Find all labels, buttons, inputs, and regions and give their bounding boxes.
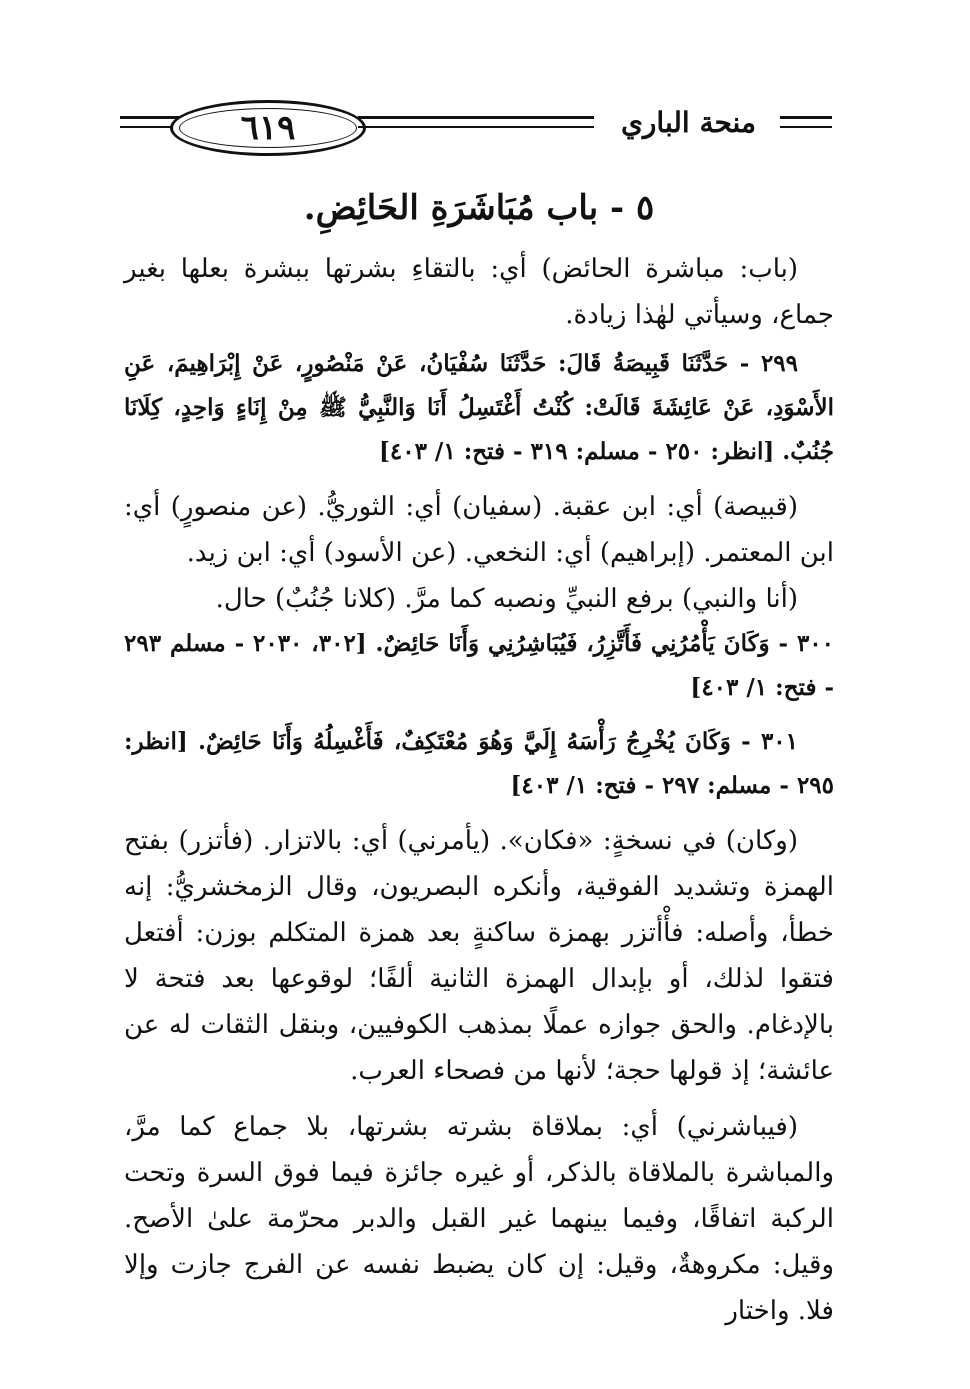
chapter-title: ٥ - باب مُبَاشَرَةِ الحَائِضِ. (303, 188, 655, 228)
book-title: منحة الباري (620, 106, 756, 139)
commentary-paragraph: (وكان) في نسخةٍ: «فكان». (يأمرني) أي: بالاتزار. (فأتزر) بفتح الهمزة وتشديد الفوقية، وأنكره البصريون، وقال الزمخشريُّ: إنه خطأ، وأصله: فأْأتزر بهمزة ساكنةٍ بعد همزة المتكلم بوزن: أفتعل فتقوا لذلك، أو بإبدال الهمزة الثانية ألفًا؛ لوقوعها بعد فتحة لا بالإدغام. والحق جوازه عملًا بمذهب الكوفيين، وبنقل الثقات له عن عائشة؛ إذ قولها حجة؛ لأنها من فصحاء العرب. (124, 826, 834, 1086)
page-number-frame (170, 100, 366, 156)
commentary-paragraph: (فيباشرني) أي: بملاقاة بشرته بشرتها، بلا جماع كما مرَّ، والمباشرة بالملاقاة بالذكر، أو غيره جائزة فيما فوق السرة وتحت الركبة اتفاقًا، وفيما بينهما غير القبل والدبر محرّمة علىٰ الأصح. وقيل: مكروهةٌ، وقيل: إن كان يضبط نفسه عن الفرج جازت وإلا فلا. واختار (124, 1112, 834, 1326)
commentary-paragraph: (باب: مباشرة الحائض) أي: بالتقاءِ بشرتها ببشرة بعلها بغير جماع، وسيأتي لهٰذا زيادة. (124, 254, 834, 330)
header-rule-middle-lower (358, 126, 594, 128)
header-rule-right (780, 116, 832, 119)
hadith-299: ٢٩٩ - حَدَّثَنَا قَبِيصَةُ قَالَ: حَدَّثَنَا سُفْيَانُ، عَنْ مَنْصُورٍ، عَنْ إِبْرَاهِيمَ، عَنِ الأَسْوَدِ، عَنْ عَائِشَةَ قَالَتْ: كُنْتُ أَغْتَسِلُ أَنَا وَالنَّبِيُّ ﷺ مِنْ إِنَاءٍ وَاحِدٍ، كِلَانَا جُنُبٌ. [انظر: ٢٥٠ - مسلم: ٣١٩ - فتح: ١/ ٤٠٣] (124, 350, 834, 465)
commentary-paragraph: (أنا والنبي) برفع النبيِّ ونصبه كما مرَّ. (كلانا جُنُبٌ) حال. (215, 584, 798, 614)
header-rule-right-lower (780, 126, 832, 128)
page-content (124, 178, 834, 1334)
header-rule-left (120, 116, 180, 119)
commentary-paragraph: (قبيصة) أي: ابن عقبة. (سفيان) أي: الثوريُّ. (عن منصورٍ) أي: ابن المعتمر. (إبراهيم) أي: النخعي. (عن الأسود) أي: ابن زيد. (124, 492, 834, 568)
hadith-300: ٣٠٠ - وَكَانَ يَأْمُرُنِي فَأَتَّزِرُ، فَيُبَاشِرُنِي وَأَنَا حَائِضٌ. [٣٠٢، ٢٠٣٠ - مسلم ٢٩٣ - فتح: ١/ ٤٠٣] (124, 630, 834, 701)
header-rule-middle (358, 116, 594, 119)
page-number: ٦١٩ (240, 108, 296, 148)
page-header (120, 96, 832, 156)
hadith-301: ٣٠١ - وَكَانَ يُخْرِجُ رَأْسَهُ إِلَيَّ وَهُوَ مُعْتَكِفٌ، فَأَغْسِلُهُ وَأَنَا حَائِضٌ. [انظر: ٢٩٥ - مسلم: ٢٩٧ - فتح: ١/ ٤٠٣] (124, 728, 834, 799)
